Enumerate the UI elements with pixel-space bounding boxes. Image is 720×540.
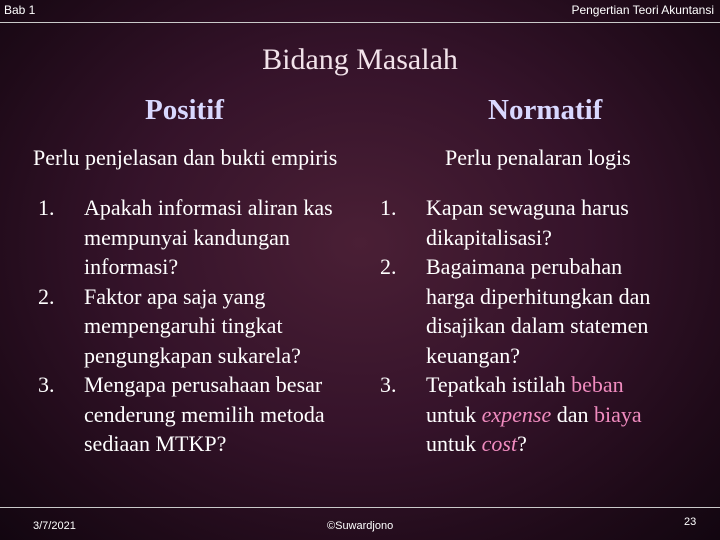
list-line: harga diperhitungkan dan xyxy=(426,283,651,309)
list-line: keuangan? xyxy=(426,342,521,368)
footer-date: 3/7/2021 xyxy=(33,520,76,532)
list-item xyxy=(38,370,368,459)
list-line: sediaan MTKP? xyxy=(84,431,227,456)
list-positif xyxy=(38,193,368,459)
list-text: Tepatkah istilah xyxy=(426,372,572,397)
list-line: Mengapa perusahaan besar xyxy=(84,372,323,397)
list-line: cenderung memilih metoda xyxy=(84,401,325,427)
list-line: pengungkapan sukarela? xyxy=(84,342,301,368)
list-item xyxy=(38,193,368,282)
term-beban: beban xyxy=(571,372,624,397)
list-line: disajikan dalam statemen xyxy=(426,313,649,338)
list-item xyxy=(380,193,690,252)
slide-header xyxy=(0,0,720,24)
footer-divider xyxy=(0,507,720,508)
list-item xyxy=(380,370,690,459)
list-line: informasi? xyxy=(84,254,179,279)
term-cost: cost xyxy=(481,431,518,456)
list-normatif xyxy=(380,193,690,459)
footer-author: ©Suwardjono xyxy=(327,520,394,532)
list-item xyxy=(38,282,368,371)
subtitle-positif: Perlu penjelasan dan bukti empiris xyxy=(33,145,338,170)
term-biaya: biaya xyxy=(594,401,642,427)
list-text: ? xyxy=(517,431,527,456)
list-number: 2. xyxy=(38,283,55,309)
list-line: mempunyai kandungan xyxy=(84,224,290,250)
page-number: 23 xyxy=(684,516,697,528)
subtitle-normatif: Perlu penalaran logis xyxy=(445,145,631,170)
chapter-label: Bab 1 xyxy=(4,3,36,17)
list-line: Faktor apa saja yang xyxy=(84,283,266,309)
list-line: dikapitalisasi? xyxy=(426,224,552,250)
list-item xyxy=(380,252,690,370)
heading-normatif: Normatif xyxy=(488,94,603,126)
list-number: 3. xyxy=(38,372,55,397)
list-text: untuk xyxy=(426,401,482,427)
list-line: Apakah informasi aliran kas xyxy=(84,195,333,220)
header-divider xyxy=(0,22,720,23)
heading-positif: Positif xyxy=(145,94,224,126)
list-text: dan xyxy=(551,401,595,427)
list-line: Kapan sewaguna harus xyxy=(426,195,629,220)
list-number: 1. xyxy=(38,195,55,220)
term-expense: expense xyxy=(481,401,552,427)
list-line: mempengaruhi tingkat xyxy=(84,313,283,338)
list-number: 3. xyxy=(380,372,397,397)
list-number: 1. xyxy=(380,195,397,220)
list-number: 2. xyxy=(380,254,397,279)
slide-title: Bidang Masalah xyxy=(262,43,458,76)
chapter-title: Pengertian Teori Akuntansi xyxy=(571,3,714,17)
list-line: Bagaimana perubahan xyxy=(426,254,623,279)
list-text: untuk xyxy=(426,431,482,456)
